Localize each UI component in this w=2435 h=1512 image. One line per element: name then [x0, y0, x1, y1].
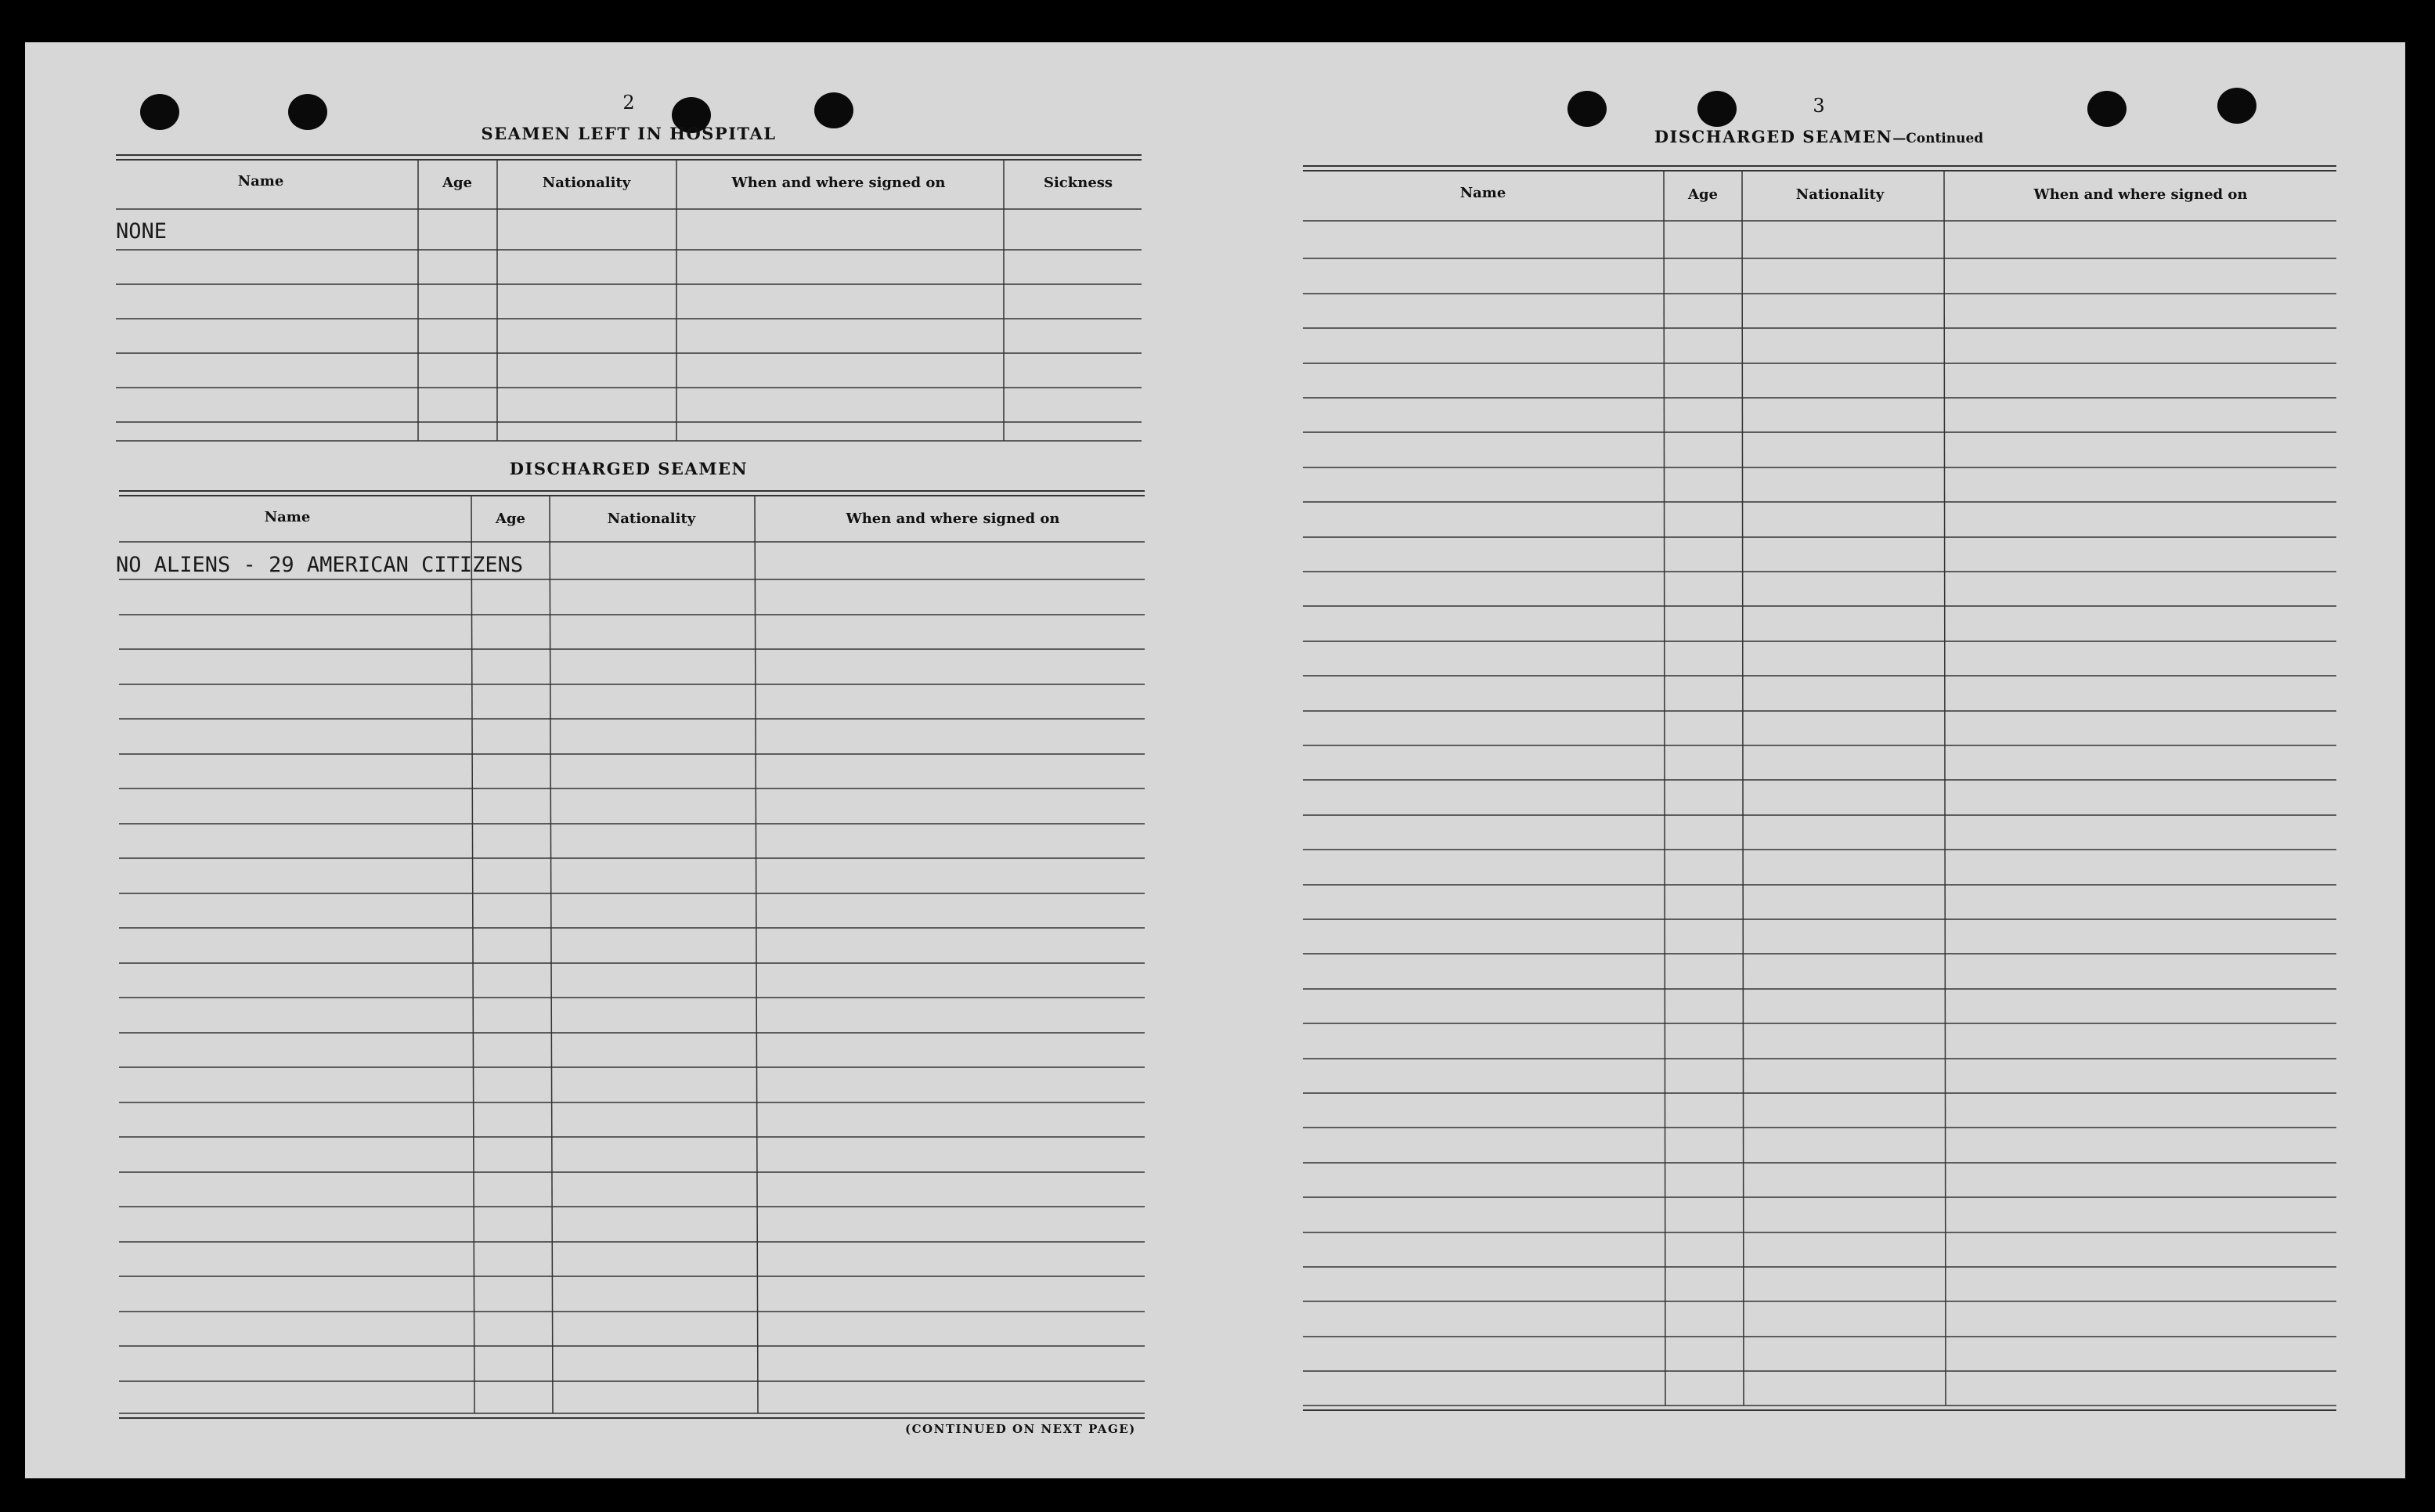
hospital-entry: NONE	[116, 219, 168, 244]
discharged-col-signed-on: When and where signed on	[846, 511, 1060, 527]
discharged-col-age: Age	[495, 511, 526, 527]
page-number: 2	[622, 92, 635, 114]
continued-footer: (CONTINUED ON NEXT PAGE)	[905, 1422, 1136, 1436]
discharged-section-title: DISCHARGED SEAMEN	[509, 459, 749, 478]
discharged-col-name: Name	[264, 509, 311, 525]
form-rules	[25, 42, 2405, 1478]
document-sheet	[25, 42, 2405, 1478]
continued-col-nationality: Nationality	[1795, 186, 1885, 203]
discharged-col-nationality: Nationality	[607, 511, 696, 527]
hospital-col-nationality: Nationality	[542, 175, 631, 191]
discharged-continued-title	[1654, 127, 1983, 146]
hospital-col-signed-on: When and where signed on	[731, 175, 946, 191]
hospital-section-title: SEAMEN LEFT IN HOSPITAL	[481, 124, 777, 143]
title-main: DISCHARGED SEAMEN	[1654, 127, 1893, 146]
discharged-entry: NO ALIENS - 29 AMERICAN CITIZENS	[116, 553, 524, 577]
hospital-col-sickness: Sickness	[1043, 175, 1113, 191]
title-suffix: —Continued	[1892, 131, 1984, 146]
continued-col-name: Name	[1459, 185, 1506, 201]
hospital-col-age: Age	[442, 175, 473, 191]
hospital-col-name: Name	[237, 173, 284, 189]
continued-col-signed-on: When and where signed on	[2033, 186, 2248, 203]
continued-col-age: Age	[1687, 186, 1719, 203]
page-number: 3	[1813, 95, 1825, 117]
